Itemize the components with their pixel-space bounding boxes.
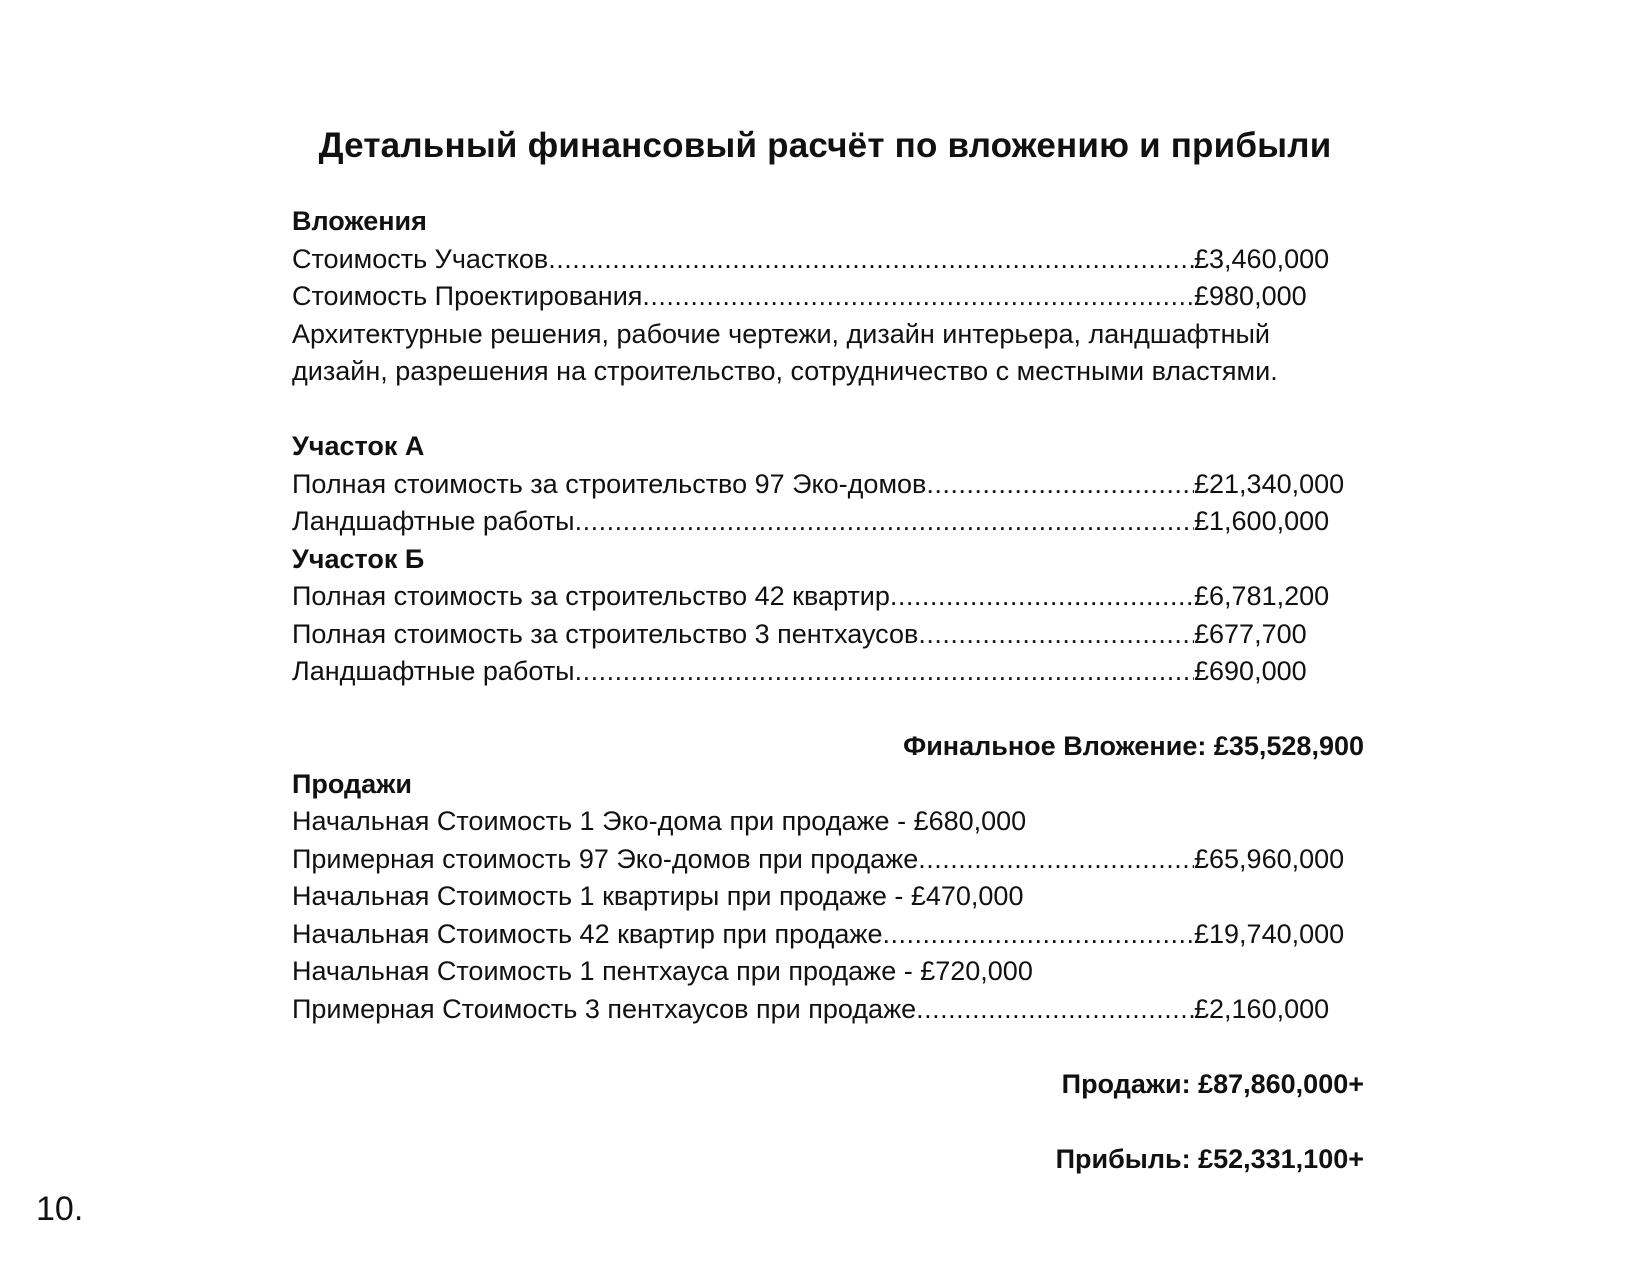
line-item-label: Ландшафтные работы <box>292 656 575 686</box>
design-description-line: дизайн, разрешения на строительство, сотрудничество с местными властями. <box>292 356 1278 386</box>
line-item-label: Примерная стоимость 97 Эко-домов при продаже <box>292 843 919 874</box>
line-item-label: Стоимость Участков <box>292 243 549 274</box>
line-item <box>292 841 1364 879</box>
dot-leader <box>882 916 1194 954</box>
spacer <box>292 391 1364 429</box>
line-item-value: £2,160,000 <box>1194 993 1330 1024</box>
sales-heading: Продажи <box>292 768 412 799</box>
line-item-value: £1,600,000 <box>1194 506 1330 536</box>
dot-leader <box>926 466 1194 504</box>
line-item <box>292 278 1364 316</box>
line-item-value: £3,460,000 <box>1194 243 1330 274</box>
line-item-value: £19,740,000 <box>1194 918 1345 949</box>
dot-leader <box>575 653 1194 691</box>
profit-total: Прибыль: £52,331,100+ <box>1055 1143 1364 1174</box>
sales-unit-price: Начальная Стоимость 1 квартиры при продаже - £470,000 <box>292 881 1024 911</box>
dot-leader <box>918 841 1194 879</box>
line-item-label: Полная стоимость за строительство 3 пентхаусов <box>292 618 919 649</box>
page-title: Детальный финансовый расчёт по вложению и прибыли <box>318 126 1332 165</box>
sales-unit-price: Начальная Стоимость 1 пентхауса при продаже - £720,000 <box>292 956 1033 986</box>
investments-heading: Вложения <box>292 206 427 236</box>
line-item <box>292 616 1364 654</box>
dot-leader <box>642 278 1194 316</box>
line-item-label: Полная стоимость за строительство 97 Эко-домов <box>292 468 927 499</box>
line-item-value: £65,960,000 <box>1194 843 1345 874</box>
line-item <box>292 578 1364 616</box>
spacer <box>292 691 1364 729</box>
spacer <box>292 1103 1364 1141</box>
line-item-value: £6,781,200 <box>1194 581 1330 611</box>
spacer <box>292 1028 1364 1066</box>
line-item-value: £690,000 <box>1194 656 1307 686</box>
line-item <box>292 466 1364 504</box>
line-item-label: Начальная Стоимость 42 квартир при продаже <box>292 918 883 949</box>
page-number: 10. <box>36 1190 84 1228</box>
line-item-value: £21,340,000 <box>1194 468 1345 499</box>
line-item-label: Стоимость Проектирования <box>292 281 643 311</box>
dot-leader <box>575 503 1194 541</box>
line-item <box>292 991 1364 1029</box>
dot-leader <box>548 241 1194 279</box>
line-item-label: Полная стоимость за строительство 42 квартир <box>292 581 890 611</box>
line-item <box>292 653 1364 691</box>
final-investment-total: Финальное Вложение: £35,528,900 <box>903 731 1364 761</box>
financial-breakdown <box>292 203 1364 1178</box>
plot-b-heading: Участок Б <box>292 543 425 574</box>
line-item-label: Примерная Стоимость 3 пентхаусов при продаже <box>292 993 917 1024</box>
plot-a-heading: Участок А <box>292 431 425 461</box>
line-item-value: £677,700 <box>1194 618 1307 649</box>
dot-leader <box>918 616 1194 654</box>
line-item <box>292 503 1364 541</box>
sales-unit-price: Начальная Стоимость 1 Эко-дома при продаже - £680,000 <box>292 806 1027 836</box>
dot-leader <box>890 578 1194 616</box>
line-item <box>292 916 1364 954</box>
design-description-line: Архитектурные решения, рабочие чертежи, дизайн интерьера, ландшафтный <box>292 318 1270 349</box>
line-item <box>292 241 1364 279</box>
line-item-label: Ландшафтные работы <box>292 506 575 536</box>
line-item-value: £980,000 <box>1194 281 1307 311</box>
sales-total: Продажи: £87,860,000+ <box>1061 1068 1364 1099</box>
dot-leader <box>916 991 1194 1029</box>
